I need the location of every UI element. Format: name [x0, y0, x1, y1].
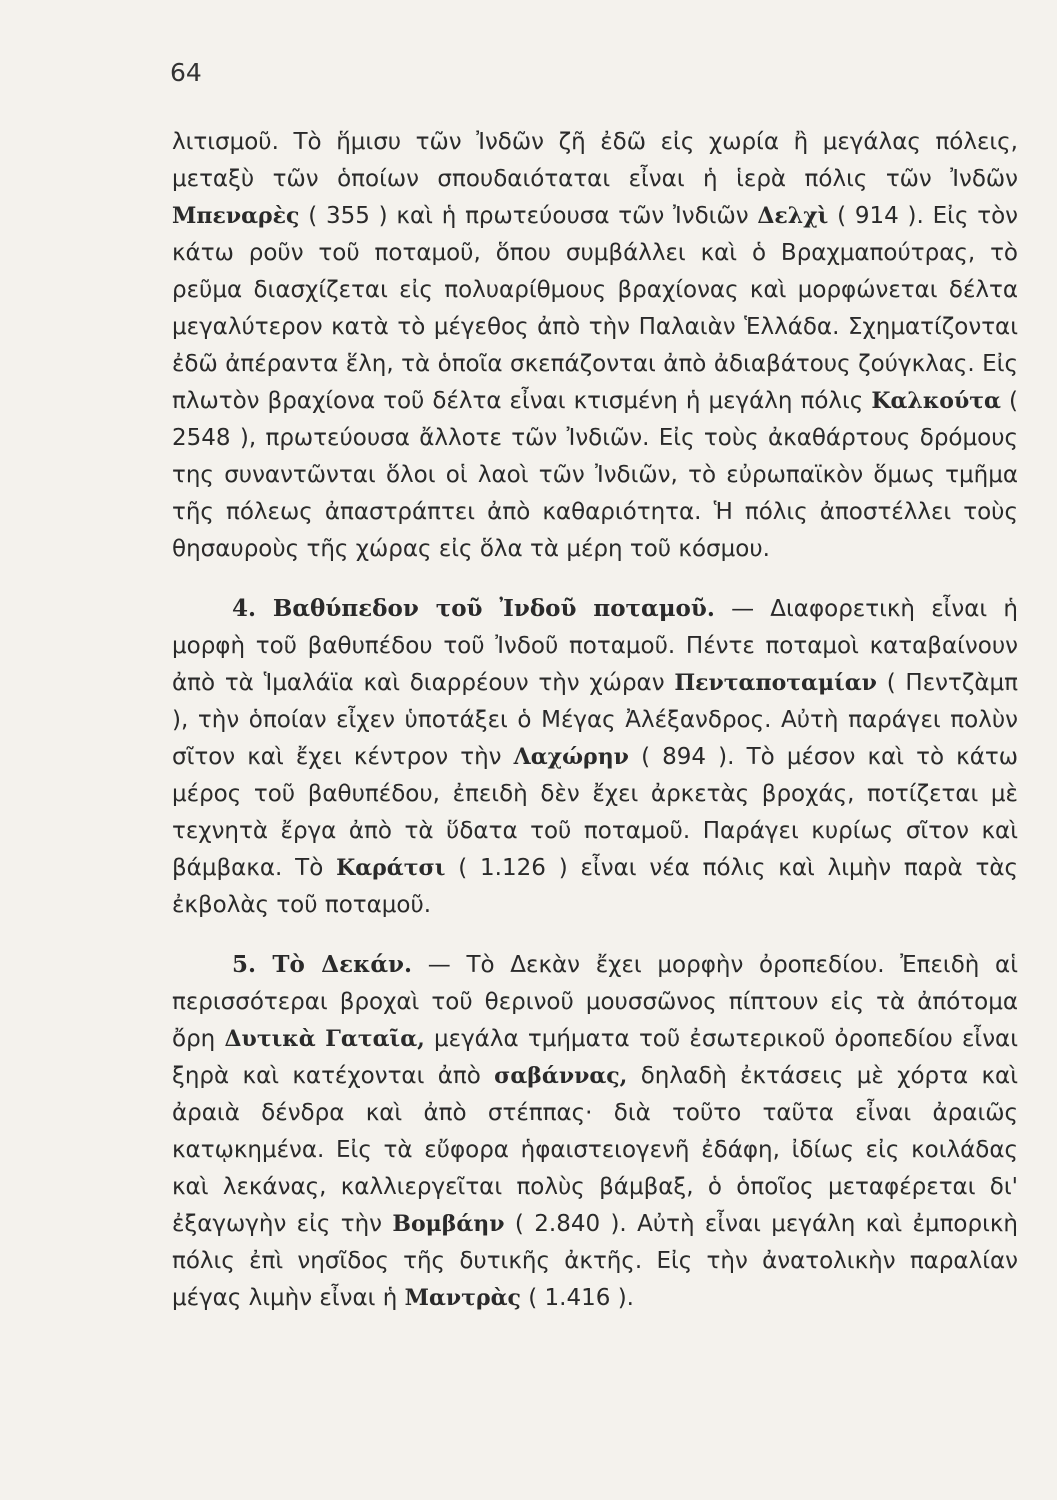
city-karachi: Καράτσι: [336, 855, 446, 881]
city-calcutta: Καλκούτα: [871, 388, 1001, 414]
city-delhi: Δελχὶ: [757, 203, 829, 229]
city-benares: Μπεναρὲς: [172, 203, 300, 229]
city-madras: Μαντρὰς: [404, 1285, 521, 1311]
term-savannas: σαβάννας,: [494, 1063, 628, 1089]
paragraph-deccan: 5. Τὸ Δεκάν. — Τὸ Δεκὰν ἔχει μορφὴν ὀροπεδίου. Ἐπειδὴ αἱ περισσότεραι βροχαὶ τοῦ θερινοῦ μουσσῶνος πίπτουν εἰς τὰ ἀπότομα ὄρη Δυτικὰ Γαταῖα, μεγάλα τμήματα τοῦ ἐσωτερικοῦ ὀροπεδίου εἶναι ξηρὰ καὶ κατέχονται ἀπὸ σαβάννας, δηλαδὴ ἐκτάσεις μὲ χόρτα καὶ ἀραιὰ δένδρα καὶ ἀπὸ στέππας· διὰ τοῦτο ταῦτα εἶναι ἀραιῶς κατῳκημένα. Εἰς τὰ εὔφορα ἡφαιστειογενῆ ἐδάφη, ἰδίως εἰς κοιλάδας καὶ λεκάνας, καλλιεργεῖται πολὺς βάμβαξ, ὁ ὁποῖος μεταφέρεται δι' ἐξαγωγὴν εἰς τὴν Βομβάην ( 2.840 ). Αὐτὴ εἶναι μεγάλη καὶ ἐμπορικὴ πόλις ἐπὶ νησῖδος τῆς δυτικῆς ἀκτῆς. Εἰς τὴν ἀνατολικὴν παραλίαν μέγας λιμὴν εἶναι ἡ Μαντρὰς ( 1.416 ).: [172, 951, 1019, 1311]
body-text: [172, 124, 1018, 1317]
city-bombay: Βομβάην: [392, 1211, 505, 1237]
region-pentapotamia: Πενταποταμίαν: [674, 670, 877, 696]
section-heading-indus: 4. Βαθύπεδον τοῦ Ἰνδοῦ ποταμοῦ.: [232, 595, 715, 622]
mountains-western-ghats: Δυτικὰ Γαταῖα,: [224, 1026, 425, 1052]
city-lahore: Λαχώρην: [513, 744, 629, 770]
paragraph-indus: 4. Βαθύπεδον τοῦ Ἰνδοῦ ποταμοῦ. — Διαφορετικὴ εἶναι ἡ μορφὴ τοῦ βαθυπέδου τοῦ Ἰνδοῦ ποταμοῦ. Πέντε ποταμοὶ καταβαίνουν ἀπὸ τὰ Ἱμαλάϊα καὶ διαρρέουν τὴν χώραν Πενταποταμίαν ( Πεντζὰμπ ), τὴν ὁποίαν εἶχεν ὑποτάξει ὁ Μέγας Ἀλέξανδρος. Αὐτὴ παράγει πολὺν σῖτον καὶ ἔχει κέντρον τὴν Λαχώρην ( 894 ). Τὸ μέσον καὶ τὸ κάτω μέρος τοῦ βαθυπέδου, ἐπειδὴ δὲν ἔχει ἀρκετὰς βροχάς, ποτίζεται μὲ τεχνητὰ ἔργα ἀπὸ τὰ ὕδατα τοῦ ποταμοῦ. Παράγει κυρίως σῖτον καὶ βάμβακα. Τὸ Καράτσι ( 1.126 ) εἶναι νέα πόλις καὶ λιμὴν παρὰ τὰς ἐκβολὰς τοῦ ποταμοῦ.: [172, 595, 1019, 918]
section-heading-deccan: 5. Τὸ Δεκάν.: [232, 951, 413, 978]
paragraph-ganges: λιτισμοῦ. Τὸ ἥμισυ τῶν Ἰνδῶν ζῆ ἐδῶ εἰς χωρία ἢ μεγάλας πόλεις, μεταξὺ τῶν ὁποίων σπουδαιόταται εἶναι ἡ ἱερὰ πόλις τῶν Ἰνδῶν Μπεναρὲς ( 355 ) καὶ ἡ πρωτεύουσα τῶν Ἰνδιῶν Δελχὶ ( 914 ). Εἰς τὸν κάτω ροῦν τοῦ ποταμοῦ, ὅπου συμβάλλει καὶ ὁ Βραχμαπούτρας, τὸ ρεῦμα διασχίζεται εἰς πολυαρίθμους βραχίονας καὶ μορφώνεται δέλτα μεγαλύτερον κατὰ τὸ μέγεθος ἀπὸ τὴν Παλαιὰν Ἑλλάδα. Σχηματίζονται ἐδῶ ἀπέραντα ἕλη, τὰ ὁποῖα σκεπάζονται ἀπὸ ἀδιαβάτους ζούγκλας. Εἰς πλωτὸν βραχίονα τοῦ δέλτα εἶναι κτισμένη ἡ μεγάλη πόλις Καλκούτα ( 2548 ), πρωτεύουσα ἄλλοτε τῶν Ἰνδιῶν. Εἰς τοὺς ἀκαθάρτους δρόμους της συναντῶνται ὅλοι οἱ λαοὶ τῶν Ἰνδιῶν, τὸ εὐρωπαϊκὸν ὅμως τμῆμα τῆς πόλεως ἀπαστράπτει ἀπὸ καθαριότητα. Ἡ πόλις ἀποστέλλει τοὺς θησαυροὺς τῆς χώρας εἰς ὅλα τὰ μέρη τοῦ κόσμου.: [172, 129, 1018, 562]
page-number: 64: [170, 58, 202, 87]
